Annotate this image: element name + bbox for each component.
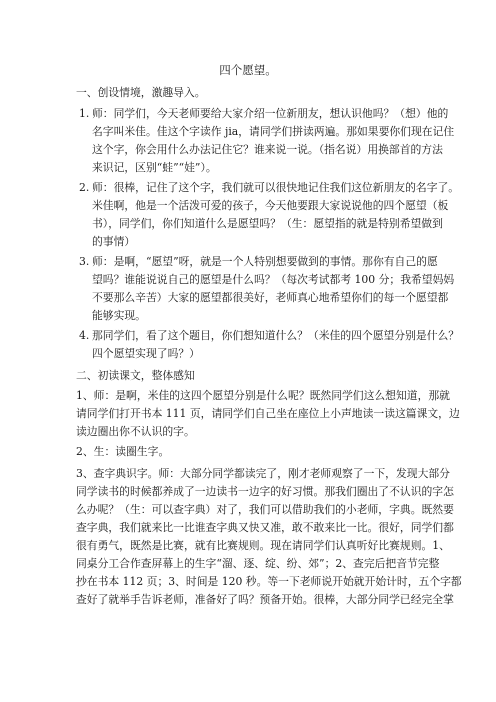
list-item-line: 名字叫米佳。佳这个字读作 jia，请同学们拼读两遍。那如果要你们现在记住	[92, 125, 455, 138]
section-heading: 二、初读课文，整体感知	[76, 369, 195, 382]
list-item-line: 书），同学们，你们知道什么是愿望吗？（生：愿望指的就是特别希望做到	[92, 217, 443, 230]
list-item-line: 师：很棒，记住了这个字，我们就可以很快地记住我们这位新朋友的名字了。	[92, 181, 460, 194]
list-item-line: 米佳啊，他是一个活泼可爱的孩子，今天他要跟大家说说他的四个愿望（板	[92, 199, 449, 212]
list-item-line: 能够实现。	[92, 309, 146, 322]
section-heading: 一、创设情境，激趣导入。	[76, 86, 206, 99]
list-item-number: 3.	[79, 255, 90, 268]
list-item-line: 师：是啊，“愿望”呀，就是一个人特别想要做到的事情。那你有自己的愿	[92, 255, 438, 268]
body-line: 查字典，我们就来比一比谁查字典又快又准，敢不敢来比一比。很好，同学们都	[76, 521, 454, 534]
list-item-line: 望吗？谁能说说自己的愿望是什么吗？（每次考试都考 100 分；我希望妈妈	[92, 273, 455, 286]
list-item-line: 师：同学们，今天老师要给大家介绍一位新朋友，想认识他吗？（想）他的	[92, 107, 449, 120]
body-line: 3、查字典识字。师：大部分同学都读完了，刚才老师观察了一下，发现大部分	[76, 467, 450, 480]
body-line: 同学读书的时候都养成了一边读书一边字的好习惯。那我们圈出了不认识的字怎	[76, 485, 454, 498]
list-item-number: 4.	[79, 329, 90, 342]
list-item-line: 这个字，你会用什么办法记住它？谁来说一说。（指名说）用换部首的方法	[92, 143, 443, 156]
body-line: 读边圈出你不认识的字。	[76, 425, 195, 438]
body-line: 请同学们打开书本 111 页，请同学们自己坐在座位上小声地读一读这篇课文，边	[76, 407, 460, 420]
body-line: 1、师：是啊，米佳的这四个愿望分别是什么呢？既然同学们这么想知道，那就	[76, 389, 450, 402]
list-item-number: 1.	[79, 107, 90, 120]
list-item-line: 不要那么辛苦）大家的愿望都很美好，老师真心地希望你们的每一个愿望都	[92, 291, 449, 304]
body-line: 抄在书本 112 页；3、时间是 120 秒。等一下老师说开始就开始计时，五个字都	[76, 575, 462, 588]
list-item-line: 那同学们，看了这个题目，你们想知道什么？（米佳的四个愿望分别是什么？	[92, 329, 460, 342]
body-line: 么办呢？（生：可以查字典）对了，我们可以借助我们的小老师，字典。既然要	[76, 503, 454, 516]
body-line: 同桌分工合作查屏幕上的生字“溜、逐、绽、纷、郊”；2、查完后把音节完整	[76, 557, 440, 570]
body-line: 很有勇气，既然是比赛，就有比赛规则。现在请同学们认真听好比赛规则。1、	[76, 539, 450, 552]
list-item-line: 来识记，区别“蛙”“娃”）。	[92, 161, 217, 174]
body-line: 2、生：读圈生字。	[76, 445, 170, 458]
list-item-line: 的事情）	[92, 235, 136, 248]
list-item-line: 四个愿望实现了吗？）	[92, 347, 200, 360]
list-item-number: 2.	[79, 181, 90, 194]
document-title: 四个愿望。	[219, 63, 277, 77]
body-line: 查好了就举手告诉老师，准备好了吗？预备开始。很棒，大部分同学已经完全掌	[76, 593, 454, 606]
